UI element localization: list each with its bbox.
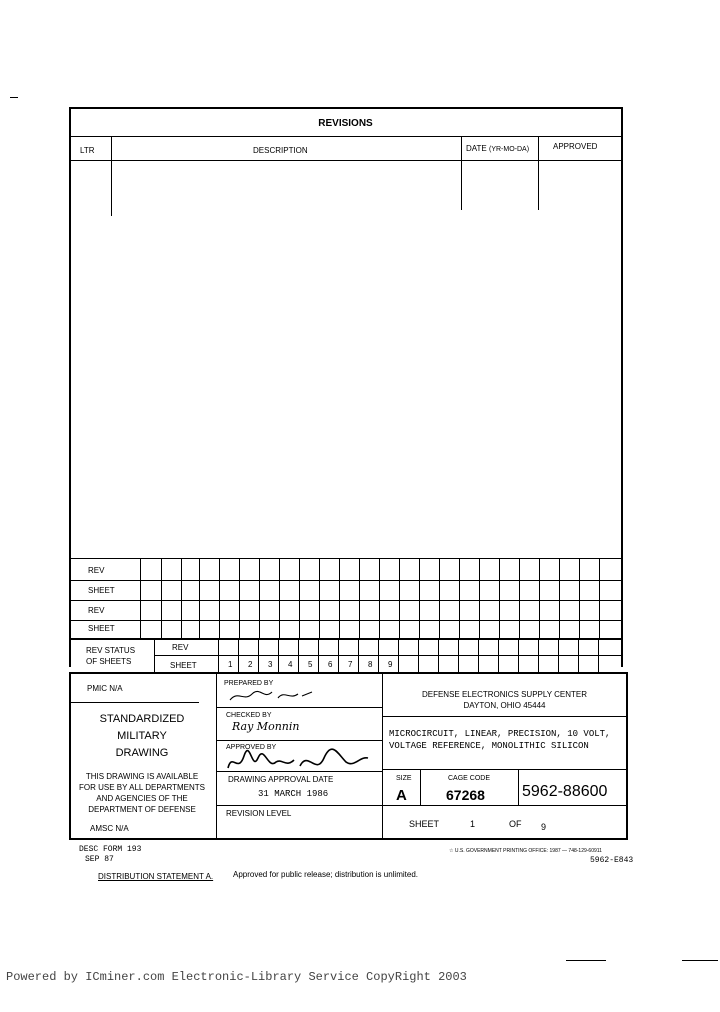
- availability-line: AND AGENCIES OF THE: [96, 794, 188, 803]
- grid-column-line: [299, 558, 300, 638]
- grid-column-line: [518, 638, 519, 673]
- cage-code-value: 67268: [446, 787, 485, 803]
- sheet-label: SHEET: [88, 586, 115, 595]
- grid-column-line: [359, 558, 360, 638]
- availability-line: FOR USE BY ALL DEPARTMENTS: [79, 783, 205, 792]
- rev-status-label: OF SHEETS: [86, 657, 132, 666]
- divider: [216, 707, 382, 708]
- grid-column-line: [399, 558, 400, 638]
- grid-line: [154, 638, 155, 673]
- grid-column-line: [439, 558, 440, 638]
- approved-by-label: APPROVED BY: [226, 744, 277, 751]
- cage-code-label: CAGE CODE: [448, 775, 491, 782]
- approval-date: 31 MARCH 1986: [258, 789, 329, 799]
- grid-column-line: [599, 558, 600, 638]
- border-line: [69, 838, 628, 840]
- grid-column-line: [181, 558, 182, 638]
- gpo-note: ☆ U.S. GOVERNMENT PRINTING OFFICE: 1987 — 748-129-60911: [449, 848, 602, 854]
- grid-column-line: [519, 558, 520, 638]
- divider: [111, 136, 112, 216]
- grid-column-line: [339, 558, 340, 638]
- border-line: [626, 672, 628, 839]
- grid-column-line: [598, 638, 599, 673]
- form-number: DESC FORM 193: [79, 845, 142, 854]
- border-line: [69, 107, 71, 667]
- rev-status-label: REV STATUS: [86, 646, 136, 655]
- grid-column-line: [478, 638, 479, 673]
- form-code: 5962-E843: [590, 856, 634, 865]
- prepared-signature: [228, 686, 318, 706]
- drawing-number: 5962-88600: [522, 783, 608, 800]
- rev-label: REV: [88, 566, 105, 575]
- border-line: [69, 107, 622, 109]
- grid-column-line: [279, 558, 280, 638]
- sheet-number: 9: [388, 660, 393, 669]
- agency-address: DAYTON, OHIO 45444: [463, 701, 546, 710]
- col-approved: APPROVED: [553, 142, 598, 151]
- border-line: [69, 672, 627, 674]
- divider: [69, 136, 622, 137]
- grid-column-line: [579, 558, 580, 638]
- divider: [69, 702, 199, 703]
- sheet-number: 6: [328, 660, 333, 669]
- sheet-label: SHEET: [170, 661, 197, 670]
- col-ltr: LTR: [80, 146, 95, 155]
- grid-line: [218, 638, 219, 673]
- form-date: SEP 87: [85, 855, 114, 864]
- prepared-by-label: PREPARED BY: [224, 680, 274, 687]
- grid-column-line: [259, 558, 260, 638]
- pmic-label: PMIC N/A: [87, 684, 123, 693]
- grid-column-line: [161, 558, 162, 638]
- revision-level-label: REVISION LEVEL: [226, 809, 292, 818]
- agency-name: DEFENSE ELECTRONICS SUPPLY CENTER: [421, 690, 588, 699]
- grid-column-line: [319, 558, 320, 638]
- grid-column-line: [498, 638, 499, 673]
- grid-column-line: [499, 558, 500, 638]
- grid-column-line: [578, 638, 579, 673]
- divider: [538, 136, 539, 210]
- availability-line: THIS DRAWING IS AVAILABLE: [85, 772, 199, 781]
- col-date-format: (YR-MO-DA): [488, 146, 530, 153]
- drawing-title: MICROCIRCUIT, LINEAR, PRECISION, 10 VOLT,: [389, 729, 611, 739]
- grid-line: [140, 558, 141, 638]
- rev-label: REV: [88, 606, 105, 615]
- col-date-label: DATE: [466, 144, 487, 153]
- grid-column-line: [358, 638, 359, 673]
- grid-column-line: [278, 638, 279, 673]
- grid-column-line: [199, 558, 200, 638]
- grid-column-line: [479, 558, 480, 638]
- distribution-label: DISTRIBUTION STATEMENT A.: [98, 872, 214, 881]
- sheet-label: SHEET: [409, 819, 440, 829]
- divider: [382, 716, 627, 717]
- sheet-number: 8: [368, 660, 373, 669]
- of-label: OF: [509, 819, 522, 829]
- divider: [216, 805, 627, 806]
- divider: [420, 769, 421, 805]
- size-label: SIZE: [396, 775, 412, 782]
- grid-column-line: [398, 638, 399, 673]
- sheet-number: 4: [288, 660, 293, 669]
- grid-column-line: [418, 638, 419, 673]
- distribution-text: Approved for public release; distribution is unlimited.: [233, 870, 418, 879]
- grid-column-line: [438, 638, 439, 673]
- scan-mark: [566, 960, 606, 961]
- grid-column-line: [318, 638, 319, 673]
- divider: [69, 160, 622, 161]
- grid-line: [154, 655, 622, 656]
- approval-date-label: DRAWING APPROVAL DATE: [228, 775, 334, 784]
- availability-line: DEPARTMENT OF DEFENSE: [88, 805, 196, 814]
- smd-line: STANDARDIZED: [99, 713, 185, 725]
- grid-column-line: [459, 558, 460, 638]
- sheet-value: 1: [470, 819, 476, 829]
- grid-column-line: [419, 558, 420, 638]
- divider: [461, 136, 462, 210]
- powered-by-watermark: Powered by ICminer.com Electronic-Library Service CopyRight 2003: [6, 970, 467, 984]
- checked-by-label: CHECKED BY: [226, 712, 272, 719]
- grid-column-line: [378, 638, 379, 673]
- grid-line: [69, 638, 622, 640]
- grid-column-line: [338, 638, 339, 673]
- of-value: 9: [541, 822, 547, 832]
- sheet-number: 7: [348, 660, 353, 669]
- revisions-title: REVISIONS: [318, 118, 373, 129]
- border-line: [621, 107, 623, 667]
- grid-column-line: [258, 638, 259, 673]
- sheet-number: 2: [248, 660, 253, 669]
- divider: [216, 771, 382, 772]
- grid-column-line: [298, 638, 299, 673]
- checked-signature: Ray Monnin: [232, 720, 300, 733]
- divider: [216, 740, 382, 741]
- smd-line: MILITARY: [117, 730, 167, 742]
- scan-mark: [682, 960, 718, 961]
- divider: [216, 672, 217, 838]
- sheet-number: 1: [228, 660, 233, 669]
- grid-column-line: [558, 638, 559, 673]
- scan-mark: [10, 97, 18, 98]
- sheet-number: 5: [308, 660, 313, 669]
- grid-column-line: [239, 558, 240, 638]
- approved-signature: [224, 746, 374, 778]
- size-value: A: [396, 787, 407, 804]
- grid-column-line: [379, 558, 380, 638]
- col-description: DESCRIPTION: [253, 146, 308, 155]
- rev-label: REV: [172, 643, 189, 652]
- border-line: [69, 672, 71, 839]
- grid-column-line: [238, 638, 239, 673]
- amsc-label: AMSC N/A: [90, 824, 129, 833]
- smd-line: DRAWING: [115, 747, 169, 759]
- grid-column-line: [539, 558, 540, 638]
- grid-column-line: [559, 558, 560, 638]
- divider: [382, 769, 627, 770]
- sheet-number: 3: [268, 660, 273, 669]
- grid-column-line: [219, 558, 220, 638]
- grid-column-line: [458, 638, 459, 673]
- drawing-title: VOLTAGE REFERENCE, MONOLITHIC SILICON: [389, 741, 589, 751]
- grid-column-line: [538, 638, 539, 673]
- divider: [518, 769, 519, 805]
- sheet-label: SHEET: [88, 624, 115, 633]
- col-date: [466, 144, 529, 153]
